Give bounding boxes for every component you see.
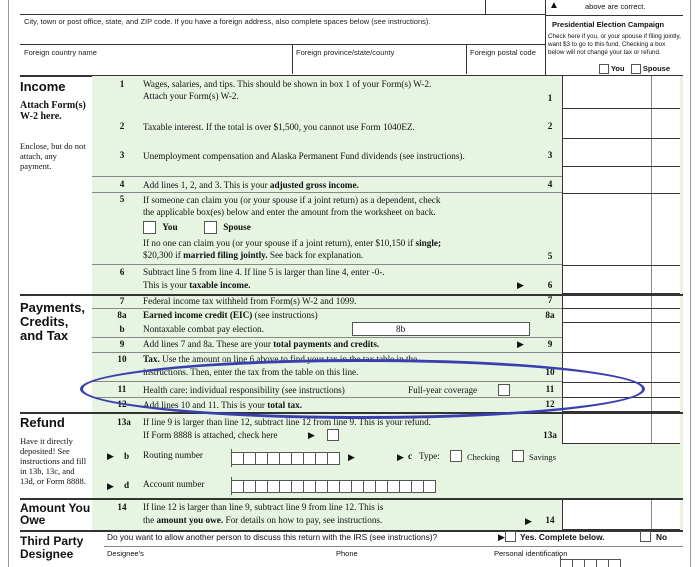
line-13a-text: If line 9 is larger than line 12, subtract line 12 from line 9. This is your refund. xyxy=(143,417,431,427)
election-you-label: You xyxy=(610,64,625,73)
line-9-text: Add lines 7 and 8a. These are your total payments and credits. xyxy=(143,339,380,349)
designee-yes-label: Yes. Complete below. xyxy=(520,532,605,542)
savings-label: Savings xyxy=(529,452,556,462)
enclose-note: Enclose, but do not attach, any payment. xyxy=(20,141,86,171)
line-number: 14 xyxy=(117,502,127,512)
amount-line-number: 12 xyxy=(545,399,555,409)
designee-yes-checkbox[interactable] xyxy=(505,531,516,542)
arrow-icon: ▶ xyxy=(348,452,355,462)
amount-line-number: 4 xyxy=(547,179,553,189)
line-5-text-3: If no one can claim you (or your spouse if a joint return), enter $10,150 if single; xyxy=(143,238,442,248)
combat-pay-field[interactable] xyxy=(352,322,530,336)
line-number: 8a xyxy=(117,310,127,320)
amount-line-number: 9 xyxy=(547,339,553,349)
foreign-country-label: Foreign country name xyxy=(24,48,97,57)
amount-line-number: 7 xyxy=(547,295,553,305)
account-label: Account number xyxy=(143,479,205,489)
line-number: 13a xyxy=(117,417,131,427)
line-14-text-2: the amount you owe. For details on how to pay, see instructions. xyxy=(143,515,383,525)
line-number: 4 xyxy=(119,179,125,189)
line-14-text: If line 12 is larger than line 9, subtract line 9 from line 12. This is xyxy=(143,502,384,512)
foreign-postal-label: Foreign postal code xyxy=(470,48,536,57)
amount-line-number: 13a xyxy=(543,430,557,440)
line-10-text: Tax. Use the amount on line 6 above to find your tax in the tax table in the xyxy=(143,354,418,364)
checking-checkbox[interactable] xyxy=(450,450,462,462)
arrow-icon: ▶ xyxy=(308,430,315,440)
above-correct-text: above are correct. xyxy=(585,2,646,11)
routing-label: Routing number xyxy=(143,450,203,460)
header-divider xyxy=(485,0,486,14)
line-13a-text-2: If Form 8888 is attached, check here xyxy=(143,430,278,440)
election-spouse-label: Spouse xyxy=(642,64,671,73)
arrow-icon: ▶ xyxy=(397,452,404,462)
line-number: 11 xyxy=(117,384,127,394)
line-1-text: Wages, salaries, and tips. This should be shown in box 1 of your Form(s) W-2. xyxy=(143,79,432,89)
line-4-text: Add lines 1, 2, and 3. This is your adjusted gross income. xyxy=(143,180,359,190)
payments-title: Payments, Credits, and Tax xyxy=(20,300,86,343)
line-8b-text: Nontaxable combat pay election. xyxy=(143,324,264,334)
line-7-text: Federal income tax withheld from Form(s) W-2 and 1099. xyxy=(143,296,357,306)
amount-owe-title: Amount You Owe xyxy=(20,501,91,527)
savings-checkbox[interactable] xyxy=(512,450,524,462)
line-5-text: If someone can claim you (or your spouse if a joint return) as a dependent, check xyxy=(143,195,441,205)
line-number: 2 xyxy=(119,121,125,131)
form-8888-checkbox[interactable] xyxy=(327,429,339,441)
line-8a-text: Earned income credit (EIC) (see instructions) xyxy=(143,310,318,320)
amount-line-number: 5 xyxy=(547,251,553,261)
line-number: 1 xyxy=(119,79,125,89)
designee-pin-label: Personal identification xyxy=(494,549,568,558)
arrow-icon: ▶ xyxy=(525,516,532,526)
line-5-text-4: $20,300 if married filing jointly. See back for explanation. xyxy=(143,250,364,260)
line-1-text-2: Attach your Form(s) W-2. xyxy=(143,91,239,101)
city-label: City, town or post office, state, and ZIP code. If you have a foreign address, also complete spaces below (see instructions). xyxy=(24,17,431,26)
line-2-text: Taxable interest. If the total is over $1,500, you cannot use Form 1040EZ. xyxy=(143,122,415,132)
dependent-spouse-label: Spouse xyxy=(223,222,251,232)
designee-name-label: Designee's xyxy=(107,549,144,558)
arrow-icon: ▶ xyxy=(107,481,114,491)
third-party-title: Third Party Designee xyxy=(20,534,84,561)
line-3-text: Unemployment compensation and Alaska Permanent Fund dividends (see instructions). xyxy=(143,151,465,161)
election-text: Check here if you, or your spouse if filing jointly, want $3 to go to this fund. Checking a box below will not change your tax or refund. xyxy=(548,33,681,56)
designee-question: Do you want to allow another person to discuss this return with the IRS (see instructions)? xyxy=(107,532,438,542)
header-rule xyxy=(20,14,545,15)
designee-no-checkbox[interactable] xyxy=(640,531,651,542)
arrow-icon: ▶ xyxy=(498,532,505,542)
type-letter: c xyxy=(408,451,413,461)
line-number: 3 xyxy=(119,150,125,160)
line-number: 7 xyxy=(119,296,125,306)
election-spouse-checkbox[interactable] xyxy=(631,64,641,74)
triangle-icon: ▲ xyxy=(549,0,559,11)
line-number: 12 xyxy=(117,399,127,409)
dependent-spouse-checkbox[interactable] xyxy=(204,221,217,234)
line-number: 5 xyxy=(119,194,125,204)
checking-label: Checking xyxy=(467,452,500,462)
line-number: 9 xyxy=(119,339,125,349)
highlight-ellipse xyxy=(80,359,645,419)
type-label: Type: xyxy=(419,451,440,461)
designee-phone-label: Phone xyxy=(336,549,358,558)
refund-amount-box[interactable] xyxy=(562,414,680,444)
attach-w2-note: Attach Form(s) W-2 here. xyxy=(20,100,86,122)
arrow-icon: ▶ xyxy=(517,339,524,349)
line-5-text-2: the applicable box(es) below and enter the amount from the worksheet on back. xyxy=(143,207,436,217)
header-divider xyxy=(466,44,467,74)
line-10-text-2: instructions. Then, enter the tax from the table on this line. xyxy=(143,367,359,377)
line-number: 10 xyxy=(117,354,127,364)
election-you-checkbox[interactable] xyxy=(599,64,609,74)
amount-line-number: 3 xyxy=(547,150,553,160)
refund-title: Refund xyxy=(20,415,65,430)
amount-line-number: 10 xyxy=(545,367,555,377)
amount-line-number: 6 xyxy=(547,280,553,290)
amount-line-number: 1 xyxy=(547,93,553,103)
line-11-text: Health care: individual responsibility (see instructions) xyxy=(143,385,345,395)
election-campaign-box xyxy=(545,0,683,78)
amount-line-number: 11 xyxy=(545,384,555,394)
dependent-you-checkbox[interactable] xyxy=(143,221,156,234)
dependent-you-label: You xyxy=(162,222,178,232)
line-number: b xyxy=(119,324,125,334)
owe-amount-box[interactable] xyxy=(562,500,680,530)
header-divider xyxy=(292,44,293,74)
designee-pin-field[interactable] xyxy=(560,556,621,567)
line-6-text-2: This is your taxable income. xyxy=(143,280,251,290)
account-number-field[interactable] xyxy=(231,477,436,495)
arrow-icon: ▶ xyxy=(517,280,524,290)
line-number: 6 xyxy=(119,267,125,277)
routing-number-field[interactable] xyxy=(231,449,340,467)
routing-letter: b xyxy=(124,451,130,461)
election-title: Presidential Election Campaign xyxy=(552,20,665,29)
full-year-coverage-label: Full-year coverage xyxy=(408,385,478,395)
line-6-text: Subtract line 5 from line 4. If line 5 is larger than line 4, enter -0-. xyxy=(143,267,385,277)
box-8b-label: 8b xyxy=(396,324,406,334)
direct-deposit-note: Have it directly deposited! See instructions and fill in 13b, 13c, and 13d, or Form 8888. xyxy=(20,436,87,486)
amount-line-number: 8a xyxy=(545,310,555,320)
income-title: Income xyxy=(20,79,66,94)
account-letter: d xyxy=(124,480,130,490)
line-12-text: Add lines 10 and 11. This is your total tax. xyxy=(143,400,302,410)
amount-line-number: 14 xyxy=(545,515,555,525)
designee-no-label: No xyxy=(656,532,668,542)
arrow-icon: ▶ xyxy=(107,451,114,461)
foreign-province-label: Foreign province/state/county xyxy=(296,48,395,57)
amount-line-number: 2 xyxy=(547,121,553,131)
